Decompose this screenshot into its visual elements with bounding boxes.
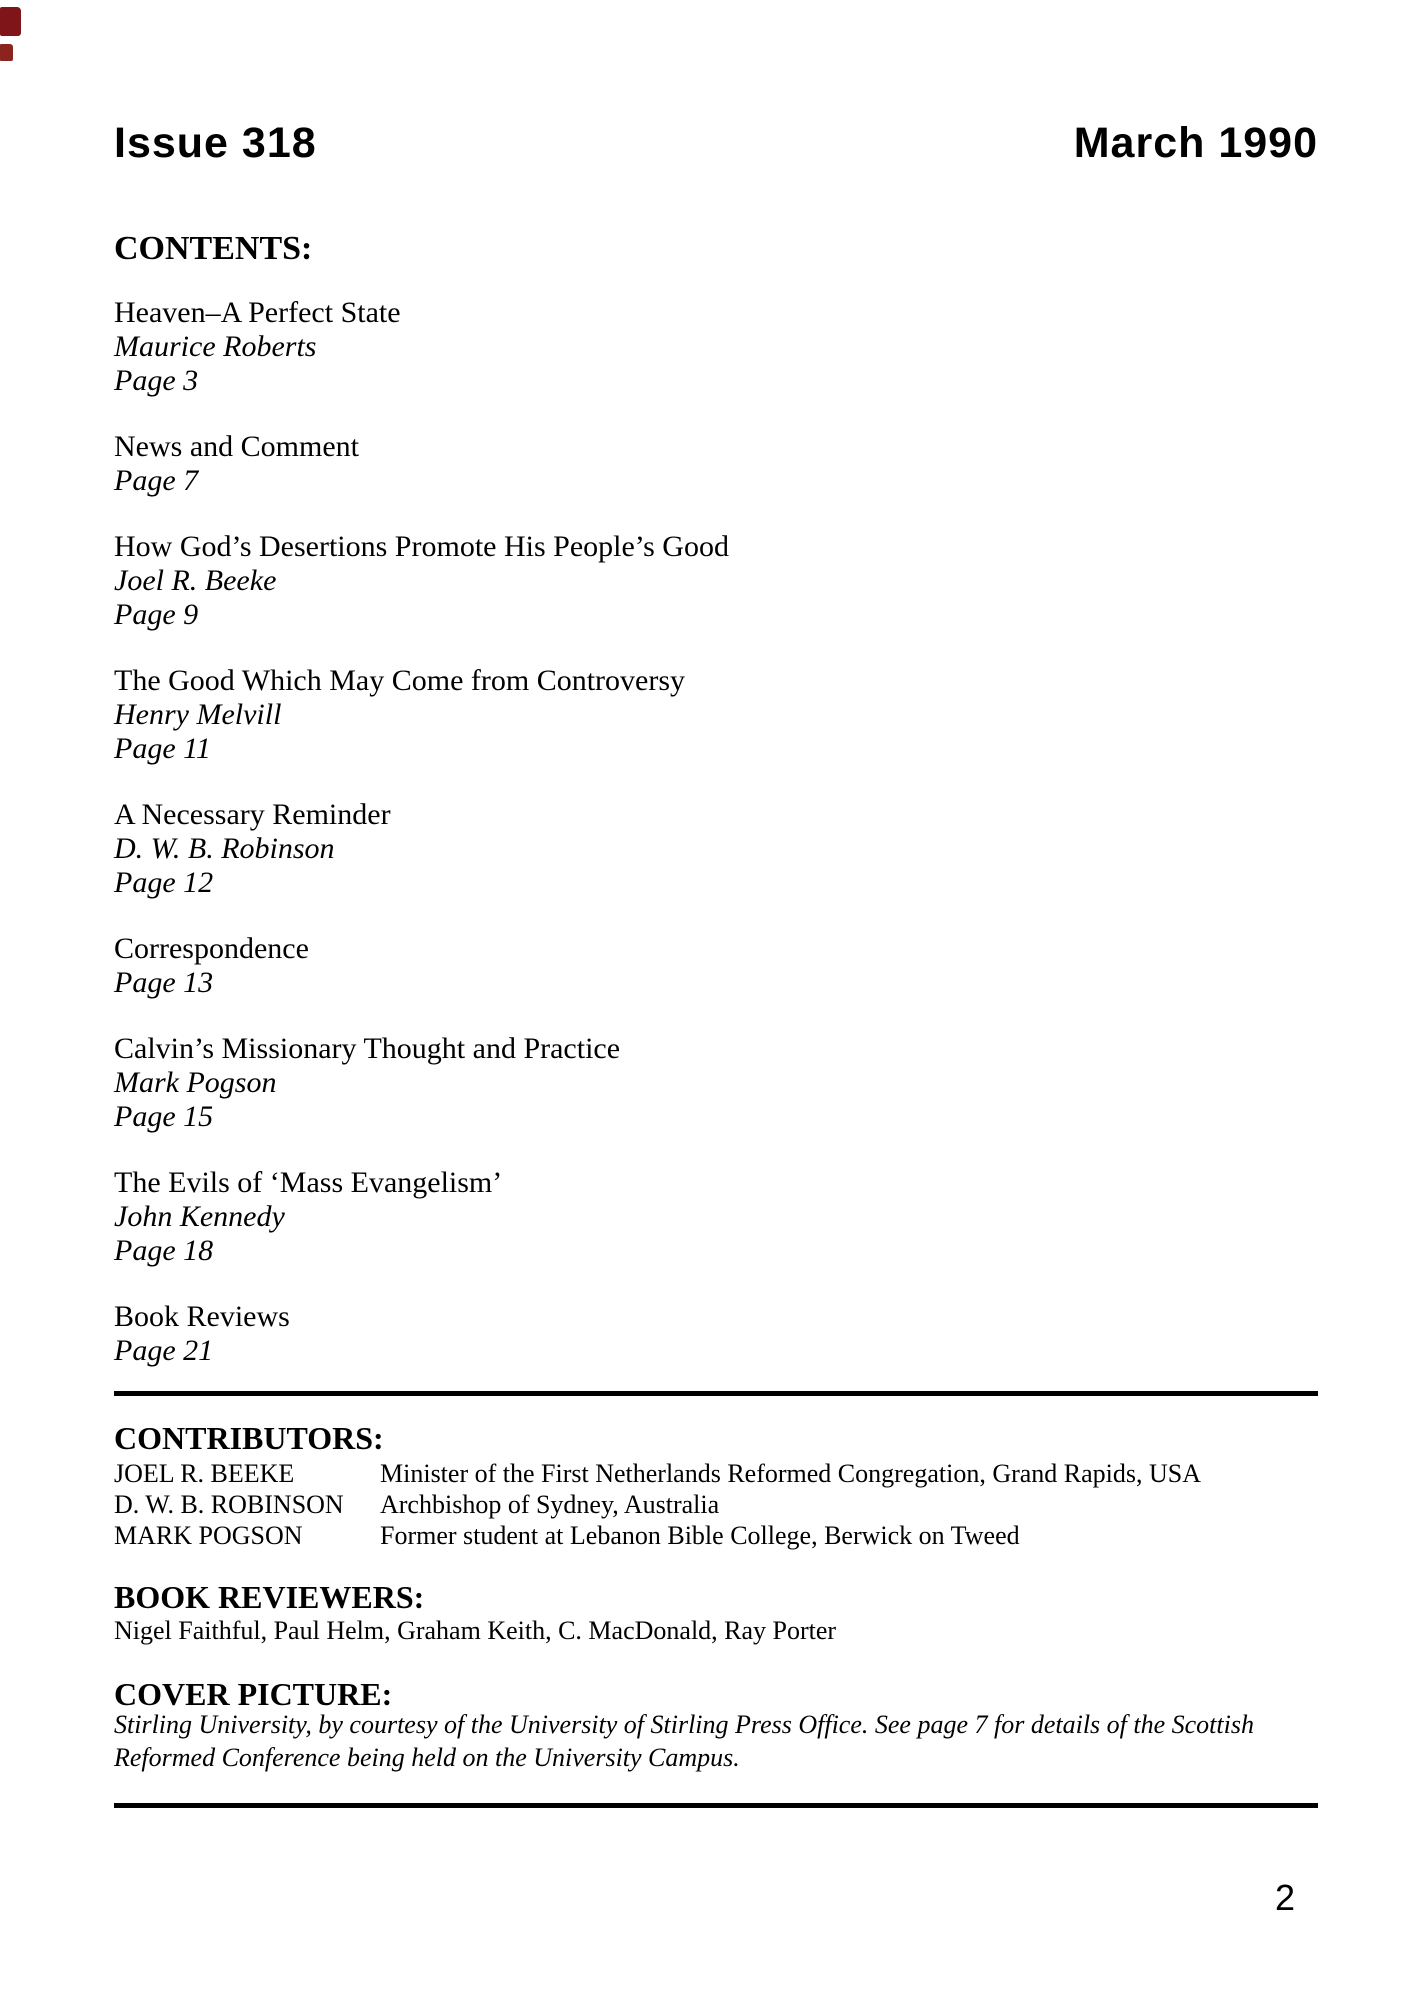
contributor-description: Former student at Lebanon Bible College, Berwick on Tweed bbox=[380, 1521, 1020, 1550]
toc-entry bbox=[114, 530, 1318, 632]
contents-heading: CONTENTS: bbox=[114, 230, 313, 267]
toc-entry bbox=[114, 932, 1318, 1000]
toc-entry bbox=[114, 1032, 1318, 1134]
contributor-row bbox=[114, 1520, 1318, 1551]
cover-picture-caption-line: Reformed Conference being held on the University Campus. bbox=[114, 1743, 740, 1772]
issue-number: Issue 318 bbox=[114, 119, 317, 167]
table-of-contents bbox=[114, 296, 1318, 1400]
contributor-description: Archbishop of Sydney, Australia bbox=[380, 1490, 720, 1519]
contributor-row bbox=[114, 1489, 1318, 1520]
contributor-name: JOEL R. BEEKE bbox=[114, 1459, 295, 1488]
toc-entry bbox=[114, 296, 1318, 398]
toc-entry bbox=[114, 1166, 1318, 1268]
toc-entry-page: Page 21 bbox=[114, 1334, 214, 1367]
toc-entry bbox=[114, 798, 1318, 900]
contributor-description: Minister of the First Netherlands Reformed Congregation, Grand Rapids, USA bbox=[380, 1459, 1202, 1488]
toc-entry-page: Page 11 bbox=[114, 732, 211, 765]
masthead bbox=[114, 120, 1318, 167]
toc-entry-author: D. W. B. Robinson bbox=[114, 832, 335, 865]
toc-entry-author: Henry Melvill bbox=[114, 698, 282, 731]
toc-entry-page: Page 13 bbox=[114, 966, 214, 999]
toc-entry-page: Page 3 bbox=[114, 364, 199, 397]
toc-entry-author: John Kennedy bbox=[114, 1200, 285, 1233]
cover-picture-caption bbox=[114, 1708, 1334, 1774]
contributor-name: MARK POGSON bbox=[114, 1521, 303, 1550]
toc-entry-title: A Necessary Reminder bbox=[114, 798, 391, 831]
toc-entry-title: Book Reviews bbox=[114, 1300, 290, 1333]
toc-entry-page: Page 9 bbox=[114, 598, 199, 631]
toc-entry bbox=[114, 1300, 1318, 1368]
toc-entry-title: News and Comment bbox=[114, 430, 359, 463]
toc-entry-author: Joel R. Beeke bbox=[114, 564, 277, 597]
toc-entry-page: Page 12 bbox=[114, 866, 214, 899]
toc-entry-page: Page 18 bbox=[114, 1234, 214, 1267]
toc-entry-title: Heaven–A Perfect State bbox=[114, 296, 401, 329]
toc-entry-title: The Evils of ‘Mass Evangelism’ bbox=[114, 1166, 503, 1199]
toc-entry-title: The Good Which May Come from Controversy bbox=[114, 664, 686, 697]
toc-entry bbox=[114, 664, 1318, 766]
contributor-name: D. W. B. ROBINSON bbox=[114, 1490, 344, 1519]
contributors-list bbox=[114, 1458, 1318, 1551]
issue-date: March 1990 bbox=[1073, 119, 1318, 167]
toc-entry-page: Page 7 bbox=[114, 464, 199, 497]
red-ink-mark bbox=[0, 44, 13, 61]
toc-entry-title: How God’s Desertions Promote His People’s Good bbox=[114, 530, 729, 563]
cover-picture-heading: COVER PICTURE: bbox=[114, 1676, 393, 1712]
section-divider-bottom bbox=[114, 1803, 1318, 1808]
toc-entry-author: Maurice Roberts bbox=[114, 330, 317, 363]
toc-entry-title: Calvin’s Missionary Thought and Practice bbox=[114, 1032, 621, 1065]
contributor-row bbox=[114, 1458, 1318, 1489]
cover-picture-caption-line: Stirling University, by courtesy of the University of Stirling Press Office. See page 7 for details of the Scottish bbox=[114, 1710, 1254, 1739]
toc-entry bbox=[114, 430, 1318, 498]
red-ink-mark bbox=[0, 7, 21, 36]
contributors-heading: CONTRIBUTORS: bbox=[114, 1420, 384, 1456]
section-divider-top bbox=[114, 1391, 1318, 1396]
toc-entry-page: Page 15 bbox=[114, 1100, 214, 1133]
book-reviewers-names: Nigel Faithful, Paul Helm, Graham Keith, C. MacDonald, Ray Porter bbox=[114, 1616, 837, 1645]
toc-entry-title: Correspondence bbox=[114, 932, 309, 965]
page-number: 2 bbox=[1274, 1877, 1295, 1918]
book-reviewers-heading: BOOK REVIEWERS: bbox=[114, 1579, 425, 1615]
toc-entry-author: Mark Pogson bbox=[114, 1066, 277, 1099]
